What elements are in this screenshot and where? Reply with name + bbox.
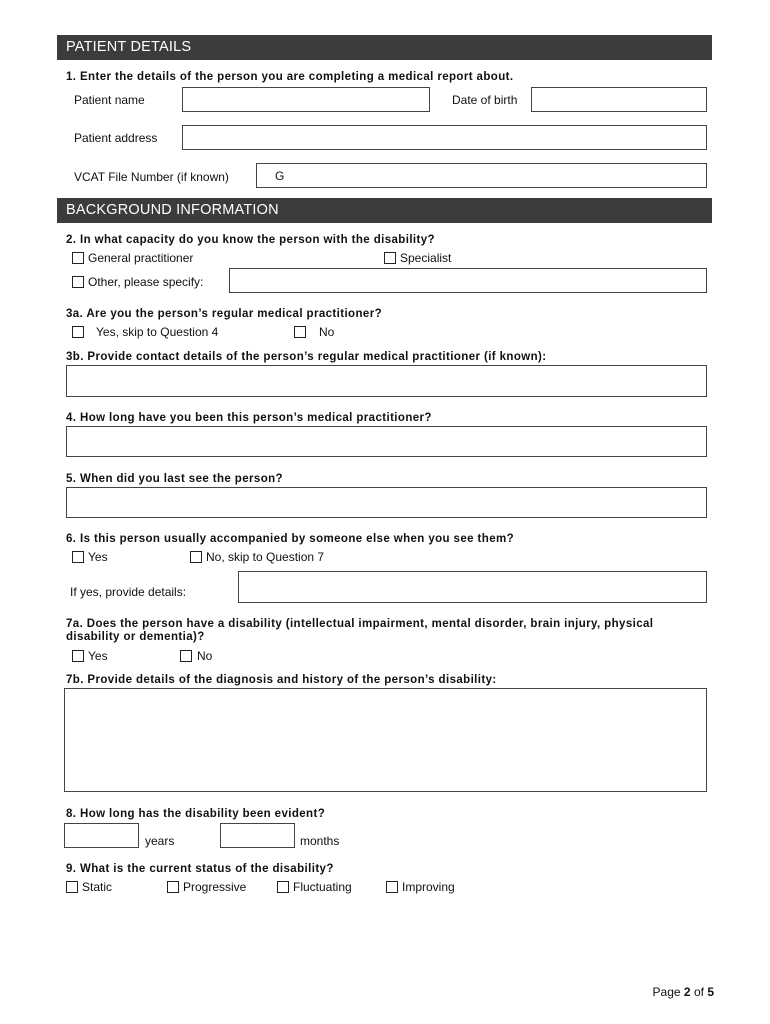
question-7a-line1: 7a. Does the person have a disability (intellectual impairment, mental disorder, brain injury, physical	[66, 618, 654, 630]
q7a-no-label: No	[197, 649, 213, 663]
q3b-field[interactable]	[66, 365, 707, 397]
question-5: 5. When did you last see the person?	[66, 473, 283, 485]
other-label: Other, please specify:	[88, 275, 204, 289]
background-information-header: BACKGROUND INFORMATION	[57, 198, 712, 223]
improving-label: Improving	[402, 880, 455, 894]
months-field[interactable]	[220, 823, 295, 848]
question-2: 2. In what capacity do you know the person with the disability?	[66, 234, 435, 246]
q6-no-checkbox[interactable]	[190, 551, 202, 563]
improving-checkbox[interactable]	[386, 881, 398, 893]
gp-label: General practitioner	[88, 251, 194, 265]
question-1: 1. Enter the details of the person you are completing a medical report about.	[66, 71, 514, 83]
vcat-file-number-value: G	[275, 169, 285, 183]
question-8: 8. How long has the disability been evident?	[66, 808, 326, 820]
months-label: months	[300, 834, 340, 848]
progressive-checkbox[interactable]	[167, 881, 179, 893]
specialist-label: Specialist	[400, 251, 452, 265]
progressive-label: Progressive	[183, 880, 247, 894]
patient-details-header: PATIENT DETAILS	[57, 35, 712, 60]
q6-yes-checkbox[interactable]	[72, 551, 84, 563]
vcat-file-number-label: VCAT File Number (if known)	[74, 170, 229, 184]
vcat-file-number-field[interactable]	[256, 163, 707, 188]
patient-address-label: Patient address	[74, 131, 158, 145]
q7a-no-checkbox[interactable]	[180, 650, 192, 662]
question-7a-line2: disability or dementia)?	[66, 631, 205, 643]
page-number	[653, 985, 714, 999]
question-7b: 7b. Provide details of the diagnosis and history of the person’s disability:	[66, 674, 497, 686]
date-of-birth-field[interactable]	[531, 87, 707, 112]
page-current: 2	[683, 985, 691, 999]
date-of-birth-label: Date of birth	[452, 93, 518, 107]
static-checkbox[interactable]	[66, 881, 78, 893]
page-of: of	[693, 985, 704, 999]
q7a-yes-label: Yes	[88, 649, 108, 663]
static-label: Static	[82, 880, 113, 894]
q5-field[interactable]	[66, 487, 707, 518]
question-6: 6. Is this person usually accompanied by someone else when you see them?	[66, 533, 515, 545]
question-9: 9. What is the current status of the disability?	[66, 863, 334, 875]
gp-checkbox[interactable]	[72, 252, 84, 264]
page-prefix: Page	[652, 985, 681, 999]
q6-yes-label: Yes	[88, 550, 108, 564]
specialist-checkbox[interactable]	[384, 252, 396, 264]
fluctuating-label: Fluctuating	[293, 880, 352, 894]
question-4: 4. How long have you been this person’s medical practitioner?	[66, 412, 432, 424]
patient-name-label: Patient name	[74, 93, 145, 107]
other-checkbox[interactable]	[72, 276, 84, 288]
other-specify-field[interactable]	[229, 268, 707, 293]
patient-address-field[interactable]	[182, 125, 707, 150]
question-3a: 3a. Are you the person’s regular medical practitioner?	[66, 308, 383, 320]
q4-field[interactable]	[66, 426, 707, 457]
q3a-yes-label: Yes, skip to Question 4	[96, 325, 219, 339]
years-label: years	[145, 834, 175, 848]
q7a-yes-checkbox[interactable]	[72, 650, 84, 662]
q6-details-label: If yes, provide details:	[70, 585, 187, 599]
q6-no-label: No, skip to Question 7	[206, 550, 325, 564]
q6-details-field[interactable]	[238, 571, 707, 603]
q7b-field[interactable]	[64, 688, 707, 792]
q3a-no-checkbox[interactable]	[294, 326, 306, 338]
page-total: 5	[707, 985, 714, 999]
years-field[interactable]	[64, 823, 139, 848]
fluctuating-checkbox[interactable]	[277, 881, 289, 893]
q3a-yes-checkbox[interactable]	[72, 326, 84, 338]
q3a-no-label: No	[319, 325, 335, 339]
question-3b: 3b. Provide contact details of the person’s regular medical practitioner (if known):	[66, 351, 547, 363]
patient-name-field[interactable]	[182, 87, 430, 112]
